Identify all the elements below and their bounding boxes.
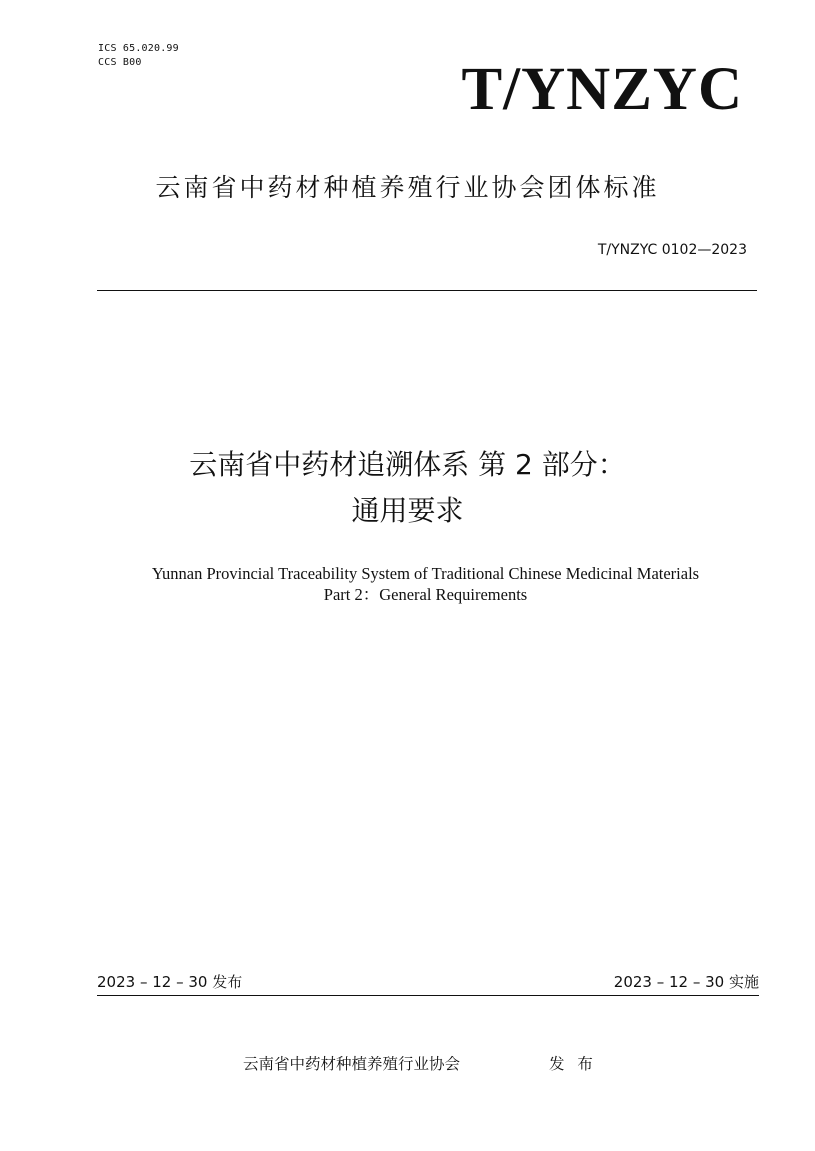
document-title-cn-line1: 云南省中药材追溯体系 第 2 部分： <box>189 448 626 481</box>
standard-brand-logo: T/YNZYC <box>461 56 743 123</box>
publisher-name: 云南省中药材种植养殖行业协会 <box>243 1055 461 1073</box>
document-title-cn-line2: 通用要求 <box>351 494 464 527</box>
organization-standard-title: 云南省中药材种植养殖行业协会团体标准 <box>155 173 660 202</box>
header-divider <box>97 290 757 291</box>
ics-code: ICS 65.020.99 <box>98 43 179 54</box>
document-title-en-line2: Part 2：General Requirements <box>323 585 528 604</box>
footer-divider <box>97 995 759 996</box>
document-title-en-line1: Yunnan Provincial Traceability System of Traditional Chinese Medicinal Materials <box>151 564 700 583</box>
ccs-code: CCS B00 <box>98 57 142 68</box>
implementation-date: 2023 – 12 – 30 实施 <box>613 973 759 991</box>
standard-number: T/YNZYC 0102—2023 <box>597 242 747 258</box>
publish-label: 发 布 <box>549 1055 597 1073</box>
issue-date: 2023 – 12 – 30 发布 <box>97 973 243 991</box>
